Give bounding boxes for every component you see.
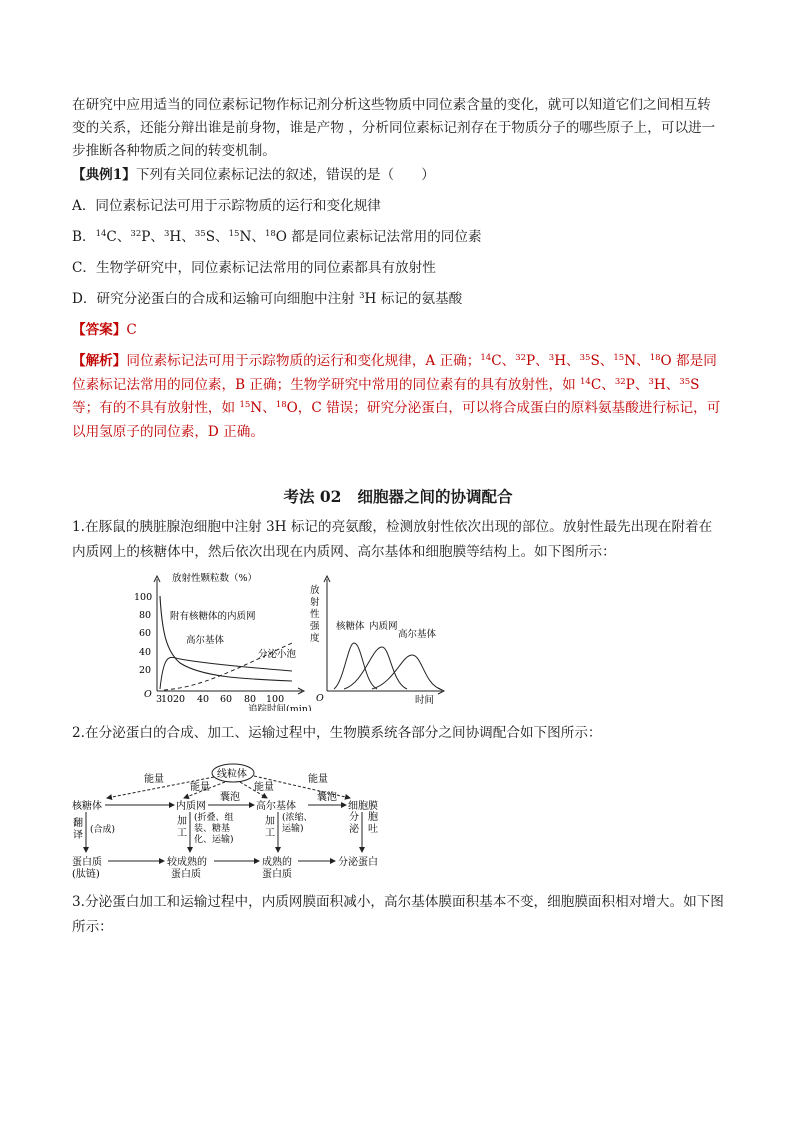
chart1-curve-label-golgi: 高尔基体 xyxy=(186,635,225,646)
svg-text:(折叠、组: (折叠、组 xyxy=(194,813,234,823)
mature-protein-label: 成熟的 xyxy=(262,857,292,868)
chart1-xtick: 40 xyxy=(197,694,210,705)
secretory-pathway-svg xyxy=(72,756,724,886)
chart1-xlabel: 追踪时间(min) xyxy=(248,704,312,711)
point-1: 1.在豚鼠的胰脏腺泡细胞中注射 3H 标记的亮氨酸，检测放射性依次出现的部位。放射性最先出现在附着在内质网上的核糖体中，然后依次出现在内质网、高尔基体和细胞膜等结构上。如下图所示： xyxy=(72,519,713,560)
svg-text:强: 强 xyxy=(310,621,320,632)
svg-text:运输): 运输) xyxy=(282,824,304,834)
svg-text:吐: 吐 xyxy=(368,824,378,835)
svg-text:囊泡: 囊泡 xyxy=(317,792,337,803)
chart1-curve-label-vesicle: 分泌小泡 xyxy=(258,649,297,660)
chart1-origin: O xyxy=(144,689,152,700)
svg-text:O: O xyxy=(316,693,324,704)
svg-text:加: 加 xyxy=(265,816,275,827)
svg-text:加: 加 xyxy=(177,816,187,827)
chart2-peak-label: 核糖体 xyxy=(336,621,365,632)
flow-diagram xyxy=(72,756,724,886)
immature-protein-label: 较成熟的 xyxy=(167,857,207,868)
er-label: 内质网 xyxy=(176,801,206,812)
point-3: 3.分泌蛋白加工和运输过程中，内质网膜面积减小，高尔基体膜面积基本不变，细胞膜面积相对增大。如下图所示： xyxy=(72,894,724,935)
svg-text:装、糖基: 装、糖基 xyxy=(194,824,231,834)
chart2-peak-label: 内质网 xyxy=(369,621,398,632)
option-c: C．生物学研究中，同位素标记法常用的同位素都具有放射性 xyxy=(72,260,436,276)
example-tag: 【典例1】 xyxy=(72,167,136,183)
section-heading: 考法 02 细胞器之间的协调配合 xyxy=(283,487,513,506)
chart2-xlabel: 时间 xyxy=(415,695,435,706)
answer: 【答案】C xyxy=(72,322,137,338)
option-b: B．$^{14}$C、$^{32}$P、$^3$H、$^{35}$S、$^{15}$N、$^{18}$O 都是同位素标记法常用的同位素 xyxy=(72,229,482,245)
option-a: A．同位素标记法可用于示踪物质的运行和变化规律 xyxy=(72,198,381,214)
chart1-ylabel: 放射性颗粒数（%） xyxy=(172,573,258,584)
chart1-xtick: 20 xyxy=(173,694,186,705)
intro-paragraph: 在研究中应用适当的同位素标记物作标记剂分析这些物质中同位素含量的变化，就可以知道它们之间相互转变的关系，还能分辩出谁是前身物，谁是产物 ，分析同位素标记剂存在于物质分子的哪些原子上，可以进一步推断各种物质之间的转变机制。 xyxy=(72,97,716,159)
svg-text:性: 性 xyxy=(310,609,320,620)
chart-particle-count xyxy=(134,572,312,711)
mitochondrion-label: 线粒体 xyxy=(217,769,247,780)
svg-text:放: 放 xyxy=(310,585,320,596)
svg-text:分: 分 xyxy=(349,812,359,823)
svg-text:胞: 胞 xyxy=(368,812,378,823)
svg-text:工: 工 xyxy=(177,828,187,839)
chart1-xtick: 60 xyxy=(220,694,233,705)
svg-text:泌: 泌 xyxy=(349,824,359,835)
chart1-ytick: 40 xyxy=(139,647,152,658)
chart1-ytick: 80 xyxy=(139,610,152,621)
chart1-ytick: 60 xyxy=(139,628,152,639)
chart-radioactivity-intensity xyxy=(310,576,444,706)
golgi-label: 高尔基体 xyxy=(256,801,296,812)
svg-text:译: 译 xyxy=(73,830,83,841)
secreted-protein-label: 分泌蛋白 xyxy=(338,857,378,868)
curve-er xyxy=(160,596,292,681)
svg-text:(合成): (合成) xyxy=(90,825,116,835)
svg-text:能量: 能量 xyxy=(254,782,274,793)
chart1-xtick: 10 xyxy=(161,694,174,705)
example-question: 下列有关同位素标记法的叙述，错误的是（ ） xyxy=(135,167,435,183)
peak-golgi xyxy=(372,655,440,689)
svg-text:能量: 能量 xyxy=(144,774,164,785)
svg-text:能量: 能量 xyxy=(190,782,210,793)
svg-text:射: 射 xyxy=(310,597,320,608)
protein-label: 蛋白质 xyxy=(72,857,102,868)
analysis: 【解析】同位素标记法可用于示踪物质的运行和变化规律，A 正确；$^{14}$C、$^{32}$P、$^3$H、$^{35}$S、$^{15}$N、$^{18}$O 都是同位素标记法常用的同位素，B 正确；生物学研究中常用的同位素有的具有放射性，如 $^{14}$C、$^{32}$P、$^3$H、$^{35}$S等；有的不具有放射性，如 $^{15}$N、$^{18}$O，C 错误；研究分泌蛋白，可以将合成蛋白的原料氨基酸进行标记，可以用氢原子的同位素，D 正确。 xyxy=(72,353,721,440)
chart1-xtick: 3 xyxy=(156,694,163,705)
radioactivity-figures xyxy=(72,571,724,711)
svg-text:能量: 能量 xyxy=(308,774,328,785)
example-stem xyxy=(72,165,724,185)
svg-text:(浓缩、: (浓缩、 xyxy=(282,813,313,823)
point-2: 2.在分泌蛋白的合成、加工、运输过程中，生物膜系统各部分之间协调配合如下图所示： xyxy=(72,725,602,741)
option-d: D．研究分泌蛋白的合成和运输可向细胞中注射 $^3$H 标记的氨基酸 xyxy=(72,291,463,307)
chart2-peak-label: 高尔基体 xyxy=(398,629,437,640)
chart1-xtick: 100 xyxy=(266,694,285,705)
svg-text:(肽链): (肽链) xyxy=(72,869,100,880)
radioactivity-charts-svg xyxy=(72,571,724,711)
document-page xyxy=(72,94,724,940)
ribosome-label: 核糖体 xyxy=(72,801,102,812)
svg-text:蛋白质: 蛋白质 xyxy=(262,869,292,880)
svg-text:化、运输): 化、运输) xyxy=(194,835,234,845)
svg-text:囊泡: 囊泡 xyxy=(220,792,240,803)
svg-text:翻: 翻 xyxy=(73,818,83,829)
chart1-xtick: 80 xyxy=(244,694,257,705)
svg-text:蛋白质: 蛋白质 xyxy=(171,869,201,880)
svg-text:度: 度 xyxy=(310,633,320,644)
membrane-label: 细胞膜 xyxy=(348,801,378,812)
chart1-ytick: 100 xyxy=(134,592,153,603)
svg-text:工: 工 xyxy=(265,828,275,839)
chart1-ytick: 20 xyxy=(139,665,152,676)
chart1-curve-label-er: 附有核糖体的内质网 xyxy=(170,611,256,622)
